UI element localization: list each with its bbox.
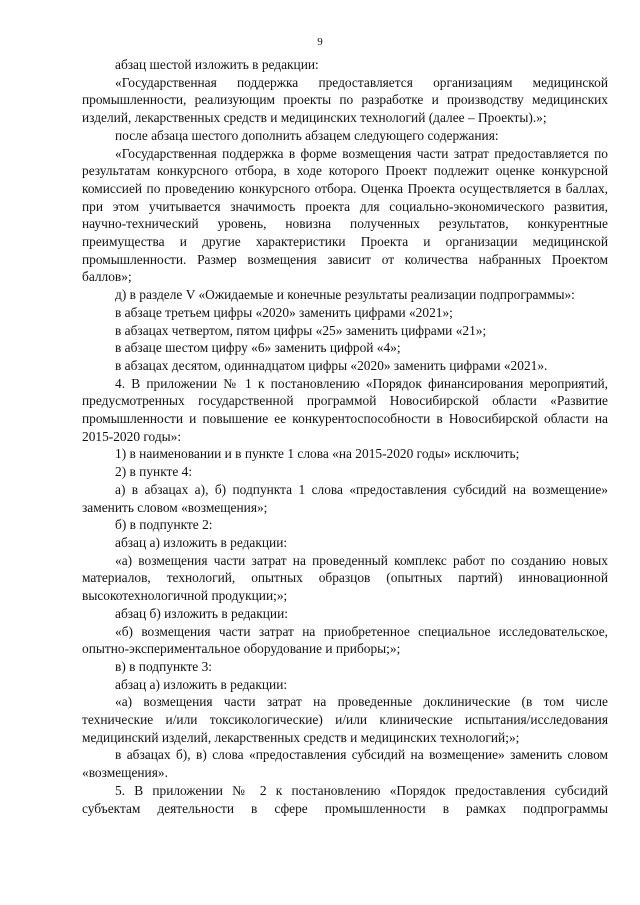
paragraph: а) в абзацах а), б) подпункта 1 слова «предоставления субсидий на возмещение» заменить словом «возмещения»;	[82, 481, 608, 515]
paragraph: «а) возмещения части затрат на проведенные доклинические (в том числе технические и/или токсикологические) и/или клинические испытания/исследования медицинский изделий, лекарственных средств и медицинских технологий;»;	[82, 694, 608, 745]
paragraph: в абзацах б), в) слова «предоставления субсидий на возмещение» заменить словом «возмещения».	[82, 747, 608, 781]
paragraph: д) в разделе V «Ожидаемые и конечные результаты реализации подпрограммы»:	[115, 287, 575, 303]
paragraph: 5. В приложении № 2 к постановлению «Порядок предоставления субсидий субъектам деятельности в сфере промышленности в рамках подпрограммы	[82, 782, 608, 816]
paragraph: 4. В приложении № 1 к постановлению «Порядок финансирования мероприятий, предусмотренных государственной программой Новосибирской области «Развитие промышленности и повышение ее конкурентоспособности в Новосибирской области на 2015-2020 годы»:	[82, 375, 608, 444]
paragraph: в абзаце третьем цифры «2020» заменить цифрами «2021»;	[115, 304, 453, 320]
paragraph: 2) в пункте 4:	[115, 464, 193, 480]
paragraph: б) в подпункте 2:	[115, 517, 213, 533]
document-body	[82, 56, 608, 817]
paragraph: в абзацах четвертом, пятом цифры «25» заменить цифрами «21»;	[115, 322, 487, 338]
paragraph: «а) возмещения части затрат на проведенный комплекс работ по созданию новых материалов, технологий, опытных образцов (опытных партий) инновационной высокотехнологичной продукции;»;	[82, 552, 608, 604]
paragraph: «б) возмещения части затрат на приобретенное специальное исследовательское, опытно-экспериментальное оборудование и приборы;»;	[82, 623, 608, 657]
paragraph: абзац б) изложить в редакции:	[115, 605, 288, 621]
paragraph: 1) в наименовании и в пункте 1 слова «на 2015-2020 годы» исключить;	[115, 446, 520, 462]
paragraph: в) в подпункте 3:	[115, 658, 213, 674]
page-number: 9	[317, 36, 323, 48]
paragraph: в абзаце шестом цифру «6» заменить цифрой «4»;	[115, 340, 401, 356]
paragraph: абзац а) изложить в редакции:	[115, 534, 288, 550]
paragraph: абзац а) изложить в редакции:	[115, 676, 288, 692]
paragraph: после абзаца шестого дополнить абзацем следующего содержания:	[115, 127, 499, 143]
paragraph: «Государственная поддержка в форме возмещения части затрат предоставляется по результатам конкурсного отбора, в ходе которого Проект подлежит оценке конкурсной комиссией по проведению конкурсного отбора. Оценка Проекта осуществляется в баллах, при этом учитывается значимость проекта для социально-экономического развития, научно-технический уровень, новизна полученных результатов, конкурентные преимущества и другие характеристики Проекта и организации медицинской промышленности. Размер возмещения зависит от количества набранных Проектом баллов»;	[82, 145, 608, 285]
paragraph: абзац шестой изложить в редакции:	[115, 57, 319, 72]
paragraph: в абзацах десятом, одиннадцатом цифры «2020» заменить цифрами «2021».	[115, 357, 548, 373]
paragraph: «Государственная поддержка предоставляется организациям медицинской промышленности, реализующим проекты по разработке и производству медицинских изделий, лекарственных средств и медицинских технологий (далее – Проекты).»;	[82, 74, 608, 126]
